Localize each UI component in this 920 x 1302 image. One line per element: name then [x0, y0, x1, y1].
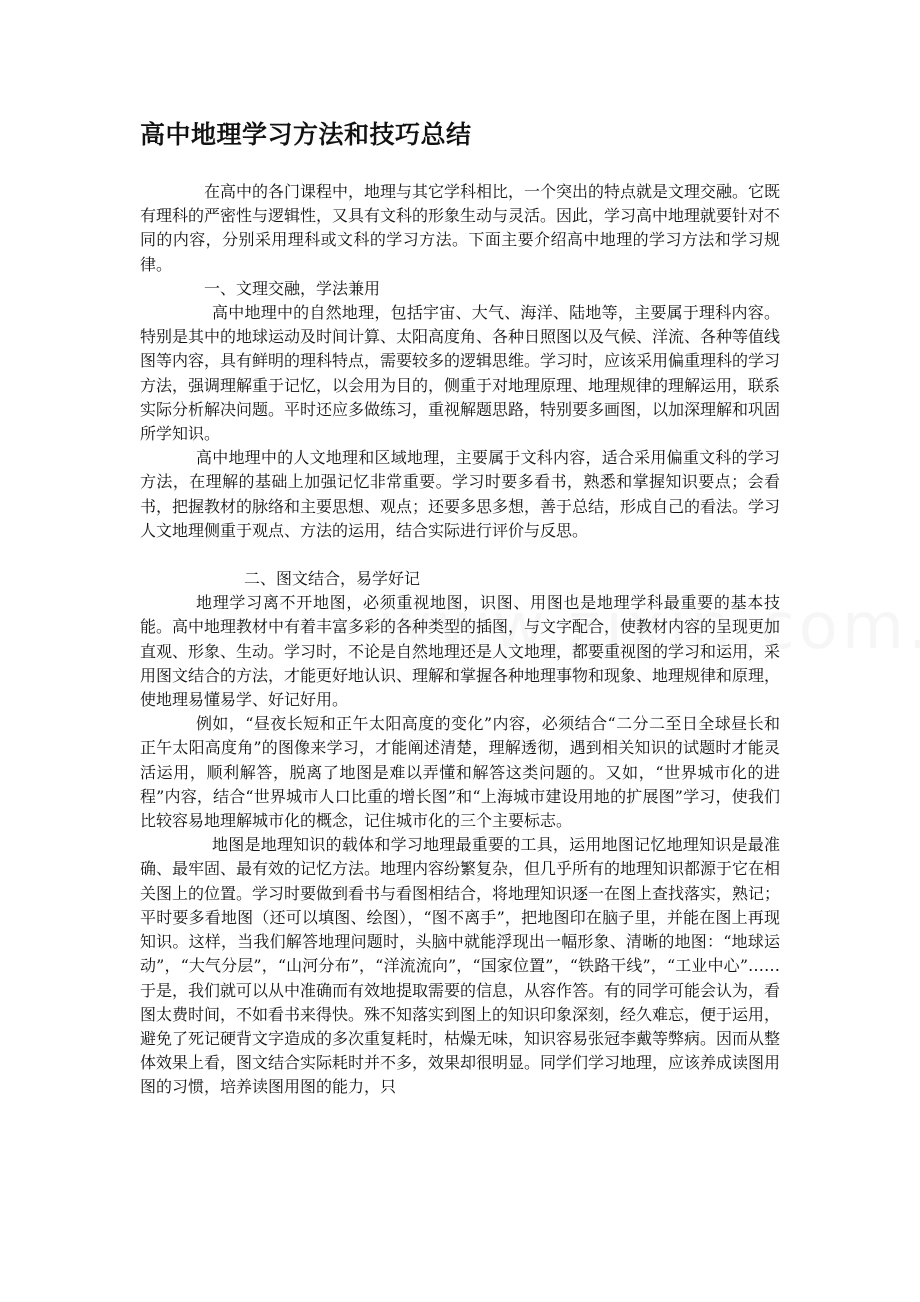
paragraph-map-memory: 地图是地理知识的载体和学习地理最重要的工具，运用地图记忆地理知识是最准确、最牢固、最有效的记忆方法。地理内容纷繁复杂，但几乎所有的地理知识都源于它在相关图上的位置。学习时要做到看书与看图相结合，将地理知识逐一在图上查找落实，熟记；平时要多看地图（还可以填图、绘图），“图不离手”，把地图印在脑子里，并能在图上再现知识。这样，当我们解答地理问题时，头脑中就能浮现出一幅形象、清晰的地图：“地球运动”，“大气分层”，“山河分布”，“洋流流向”，“国家位置”，“铁路干线”，“工业中心”……于是，我们就可以从中准确而有效地提取需要的信息，从容作答。有的同学可能会认为，看图太费时间，不如看书来得快。殊不知落实到图上的知识印象深刻，经久难忘，便于运用，避免了死记硬背文字造成的多次重复耗时，枯燥无味，知识容易张冠李戴等弊病。因而从整体效果上看，图文结合实际耗时并不多，效果却很明显。同学们学习地理，应该养成读图用图的习惯，培养读图用图的能力，只 — [140, 835, 781, 1097]
intro-paragraph: 在高中的各门课程中，地理与其它学科相比，一个突出的特点就是文理交融。它既有理科的严密性与逻辑性，又具有文科的形象生动与灵活。因此，学习高中地理就要针对不同的内容，分别采用理科或文科的学习方法。下面主要介绍高中地理的学习方法和学习规律。 — [140, 182, 781, 274]
section-heading-2: 二、图文结合，易学好记 — [244, 569, 421, 589]
document-page — [140, 118, 780, 1100]
paragraph-examples: 例如，“昼夜长短和正午太阳高度的变化”内容，必须结合“二分二至日全球昼长和正午太阳高度角”的图像来学习，才能阐述清楚，理解透彻，遇到相关知识的试题时才能灵活运用，顺利解答，脱离了地图是难以弄懂和解答这类问题的。又如，“世界城市化的进程”内容，结合“世界城市人口比重的增长图”和“上海城市建设用地的扩展图”学习，使我们比较容易地理解城市化的概念，记住城市化的三个主要标志。 — [140, 714, 780, 831]
blank-line — [140, 543, 780, 567]
section-heading-1: 一、文理交融，学法兼用 — [204, 278, 381, 298]
paragraph-map-importance: 地理学习离不开地图，必须重视地图，识图、用图也是地理学科最重要的基本技能。高中地理教材中有着丰富多彩的各种类型的插图，与文字配合，使教材内容的呈现更加直观、形象、生动。学习时，不论是自然地理还是人文地理，都要重视图的学习和运用，采用图文结合的方法，才能更好地认识、理解和掌握各种地理事物和现象、地理规律和原理，使地理易懂易学、好记好用。 — [140, 593, 781, 710]
paragraph-human-geography: 高中地理中的人文地理和区域地理，主要属于文科内容，适合采用偏重文科的学习方法，在理解的基础上加强记忆非常重要。学习时要多看书，熟悉和掌握知识要点；会看书，把握教材的脉络和主要思想、观点；还要多思多想，善于总结，形成自己的看法。学习人文地理侧重于观点、方法的运用，结合实际进行评价与反思。 — [140, 448, 781, 540]
paragraph-natural-geography: 高中地理中的自然地理，包括宇宙、大气、海洋、陆地等，主要属于理科内容。特别是其中的地球运动及时间计算、太阳高度角、各种日照图以及气候、洋流、各种等值线图等内容，具有鲜明的理科特点，需要较多的逻辑思维。学习时，应该采用偏重理科的学习方法，强调理解重于记忆，以会用为目的，侧重于对地理原理、地理规律的理解运用，联系实际分析解决问题。平时还应多做练习，重视解题思路，特别要多画图，以加深理解和巩固所学知识。 — [140, 303, 781, 444]
document-title: 高中地理学习方法和技巧总结 — [140, 120, 472, 149]
